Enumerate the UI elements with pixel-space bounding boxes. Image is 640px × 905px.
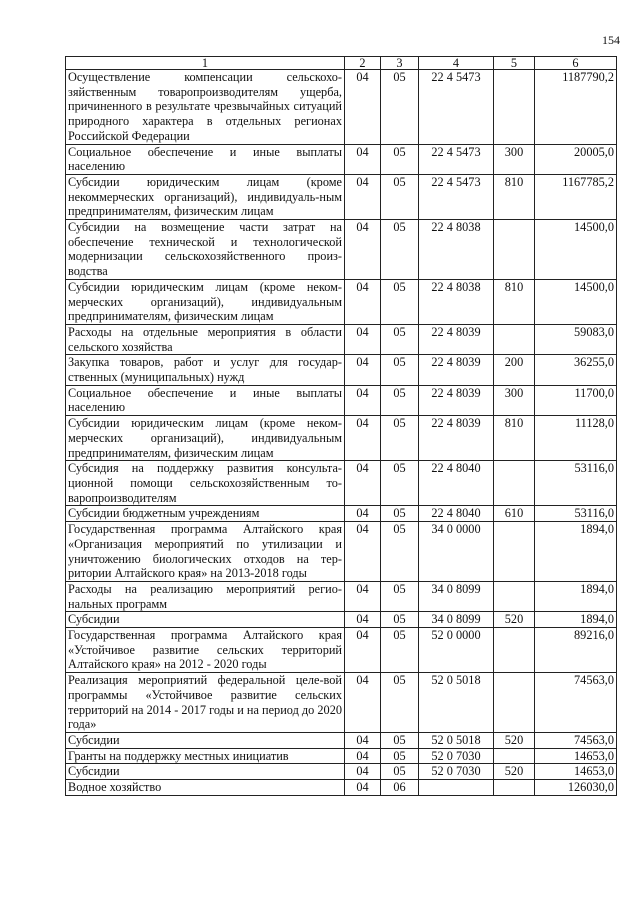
page-number: 154 <box>602 33 620 47</box>
row-target-item: 22 4 8038 <box>419 220 494 280</box>
row-subsection: 05 <box>381 70 419 145</box>
row-target-item: 34 0 0000 <box>419 522 494 582</box>
row-name: Государственная программа Алтайского края «Устойчивое развитие сельских территорий Алтайского края» на 2012 - 2020 годы <box>66 628 345 673</box>
row-expense-type <box>494 220 535 280</box>
table-row <box>66 673 617 733</box>
row-subsection: 05 <box>381 732 419 748</box>
table-row <box>66 764 617 780</box>
row-subsection: 06 <box>381 780 419 796</box>
row-subsection: 05 <box>381 673 419 733</box>
row-subsection: 05 <box>381 174 419 219</box>
table-row <box>66 522 617 582</box>
header-col-amount: 6 <box>535 57 617 70</box>
row-amount: 1187790,2 <box>535 70 617 145</box>
table-row <box>66 385 617 415</box>
row-name: Государственная программа Алтайского края «Организация мероприятий по утилизации и уничтожению биологических отходов на тер-ритории Алтайского края» на 2013-2018 годы <box>66 522 345 582</box>
row-target-item: 22 4 5473 <box>419 144 494 174</box>
row-subsection: 05 <box>381 506 419 522</box>
row-target-item: 22 4 8039 <box>419 324 494 354</box>
row-name: Осуществление компенсации сельскохо-зяйственным товаропроизводителям ущерба, причиненного в результате чрезвычайных ситуаций природного характера в отдельных регионах Российской Федерации <box>66 70 345 145</box>
row-amount: 1894,0 <box>535 522 617 582</box>
row-amount: 14500,0 <box>535 279 617 324</box>
row-section: 04 <box>345 70 381 145</box>
row-subsection: 05 <box>381 220 419 280</box>
header-col-subsection: 3 <box>381 57 419 70</box>
budget-table <box>65 56 617 796</box>
row-expense-type <box>494 581 535 611</box>
row-amount: 14500,0 <box>535 220 617 280</box>
row-section: 04 <box>345 522 381 582</box>
row-target-item: 34 0 8099 <box>419 612 494 628</box>
row-subsection: 05 <box>381 748 419 764</box>
row-section: 04 <box>345 220 381 280</box>
row-section: 04 <box>345 764 381 780</box>
row-section: 04 <box>345 174 381 219</box>
row-subsection: 05 <box>381 324 419 354</box>
row-amount: 20005,0 <box>535 144 617 174</box>
row-expense-type <box>494 461 535 506</box>
row-expense-type: 810 <box>494 279 535 324</box>
row-section: 04 <box>345 416 381 461</box>
table-row <box>66 220 617 280</box>
row-expense-type <box>494 780 535 796</box>
row-section: 04 <box>345 612 381 628</box>
row-subsection: 05 <box>381 355 419 385</box>
table-row <box>66 581 617 611</box>
row-amount: 14653,0 <box>535 764 617 780</box>
row-subsection: 05 <box>381 461 419 506</box>
table-row <box>66 612 617 628</box>
row-amount: 14653,0 <box>535 748 617 764</box>
header-col-expense-type: 5 <box>494 57 535 70</box>
row-amount: 89216,0 <box>535 628 617 673</box>
row-target-item: 22 4 8038 <box>419 279 494 324</box>
row-name: Закупка товаров, работ и услуг для государ-ственных (муниципальных) нужд <box>66 355 345 385</box>
table-row <box>66 748 617 764</box>
row-name: Расходы на отдельные мероприятия в области сельского хозяйства <box>66 324 345 354</box>
row-subsection: 05 <box>381 612 419 628</box>
table-row <box>66 780 617 796</box>
row-target-item: 52 0 0000 <box>419 628 494 673</box>
header-col-section: 2 <box>345 57 381 70</box>
row-expense-type: 810 <box>494 416 535 461</box>
header-row <box>66 57 617 70</box>
row-amount: 53116,0 <box>535 461 617 506</box>
row-section: 04 <box>345 144 381 174</box>
row-section: 04 <box>345 732 381 748</box>
row-expense-type <box>494 673 535 733</box>
row-section: 04 <box>345 355 381 385</box>
row-subsection: 05 <box>381 764 419 780</box>
row-section: 04 <box>345 673 381 733</box>
row-target-item: 52 0 5018 <box>419 732 494 748</box>
row-amount: 11700,0 <box>535 385 617 415</box>
header-col-name: 1 <box>66 57 345 70</box>
row-target-item <box>419 780 494 796</box>
row-expense-type: 810 <box>494 174 535 219</box>
row-expense-type <box>494 628 535 673</box>
row-subsection: 05 <box>381 522 419 582</box>
row-section: 04 <box>345 780 381 796</box>
row-name: Расходы на реализацию мероприятий регио-нальных программ <box>66 581 345 611</box>
row-amount: 126030,0 <box>535 780 617 796</box>
row-subsection: 05 <box>381 279 419 324</box>
row-target-item: 22 4 8039 <box>419 385 494 415</box>
row-section: 04 <box>345 748 381 764</box>
row-expense-type <box>494 522 535 582</box>
row-section: 04 <box>345 461 381 506</box>
row-section: 04 <box>345 628 381 673</box>
row-target-item: 22 4 8039 <box>419 416 494 461</box>
header-col-target-item: 4 <box>419 57 494 70</box>
row-expense-type: 200 <box>494 355 535 385</box>
table-row <box>66 628 617 673</box>
row-target-item: 34 0 8099 <box>419 581 494 611</box>
row-section: 04 <box>345 506 381 522</box>
row-amount: 1894,0 <box>535 612 617 628</box>
row-name: Реализация мероприятий федеральной целе-вой программы «Устойчивое развитие сельских территорий на 2014 - 2017 годы и на период до 2020 года» <box>66 673 345 733</box>
row-expense-type: 520 <box>494 612 535 628</box>
table-row <box>66 70 617 145</box>
row-expense-type <box>494 324 535 354</box>
row-subsection: 05 <box>381 144 419 174</box>
table-row <box>66 506 617 522</box>
row-section: 04 <box>345 385 381 415</box>
row-name: Субсидии бюджетным учреждениям <box>66 506 345 522</box>
table-row <box>66 324 617 354</box>
row-expense-type: 610 <box>494 506 535 522</box>
row-amount: 11128,0 <box>535 416 617 461</box>
row-name: Субсидии юридическим лицам (кроме неком-мерческих организаций), индивидуальным предпринимателям, физическим лицам <box>66 279 345 324</box>
row-amount: 1894,0 <box>535 581 617 611</box>
row-amount: 53116,0 <box>535 506 617 522</box>
row-target-item: 52 0 7030 <box>419 748 494 764</box>
row-expense-type: 520 <box>494 732 535 748</box>
row-expense-type <box>494 748 535 764</box>
row-target-item: 52 0 7030 <box>419 764 494 780</box>
row-section: 04 <box>345 324 381 354</box>
table-row <box>66 355 617 385</box>
row-section: 04 <box>345 581 381 611</box>
table-row <box>66 279 617 324</box>
row-amount: 59083,0 <box>535 324 617 354</box>
table-row <box>66 732 617 748</box>
row-subsection: 05 <box>381 416 419 461</box>
row-amount: 1167785,2 <box>535 174 617 219</box>
row-name: Субсидии <box>66 612 345 628</box>
row-expense-type: 300 <box>494 144 535 174</box>
row-target-item: 22 4 5473 <box>419 70 494 145</box>
table-row <box>66 461 617 506</box>
row-name: Социальное обеспечение и иные выплаты населению <box>66 144 345 174</box>
row-expense-type: 520 <box>494 764 535 780</box>
row-amount: 74563,0 <box>535 732 617 748</box>
table-row <box>66 144 617 174</box>
row-subsection: 05 <box>381 581 419 611</box>
row-subsection: 05 <box>381 385 419 415</box>
row-name: Субсидии юридическим лицам (кроме некоммерческих организаций), индивидуаль-ным предпринимателям, физическим лицам <box>66 174 345 219</box>
table-row <box>66 174 617 219</box>
row-name: Субсидии на возмещение части затрат на обеспечение технической и технологической модернизации сельскохозяйственного произ-водства <box>66 220 345 280</box>
row-name: Гранты на поддержку местных инициатив <box>66 748 345 764</box>
row-target-item: 52 0 5018 <box>419 673 494 733</box>
row-target-item: 22 4 8040 <box>419 506 494 522</box>
row-name: Водное хозяйство <box>66 780 345 796</box>
row-target-item: 22 4 8040 <box>419 461 494 506</box>
row-target-item: 22 4 5473 <box>419 174 494 219</box>
row-name: Субсидия на поддержку развития консульта-ционной помощи сельскохозяйственным то-варопроизводителям <box>66 461 345 506</box>
table-row <box>66 416 617 461</box>
row-name: Субсидии <box>66 732 345 748</box>
row-target-item: 22 4 8039 <box>419 355 494 385</box>
row-name: Субсидии юридическим лицам (кроме неком-мерческих организаций), индивидуальным предпринимателям, физическим лицам <box>66 416 345 461</box>
row-name: Субсидии <box>66 764 345 780</box>
row-expense-type <box>494 70 535 145</box>
row-expense-type: 300 <box>494 385 535 415</box>
row-amount: 74563,0 <box>535 673 617 733</box>
row-subsection: 05 <box>381 628 419 673</box>
row-name: Социальное обеспечение и иные выплаты населению <box>66 385 345 415</box>
row-amount: 36255,0 <box>535 355 617 385</box>
row-section: 04 <box>345 279 381 324</box>
